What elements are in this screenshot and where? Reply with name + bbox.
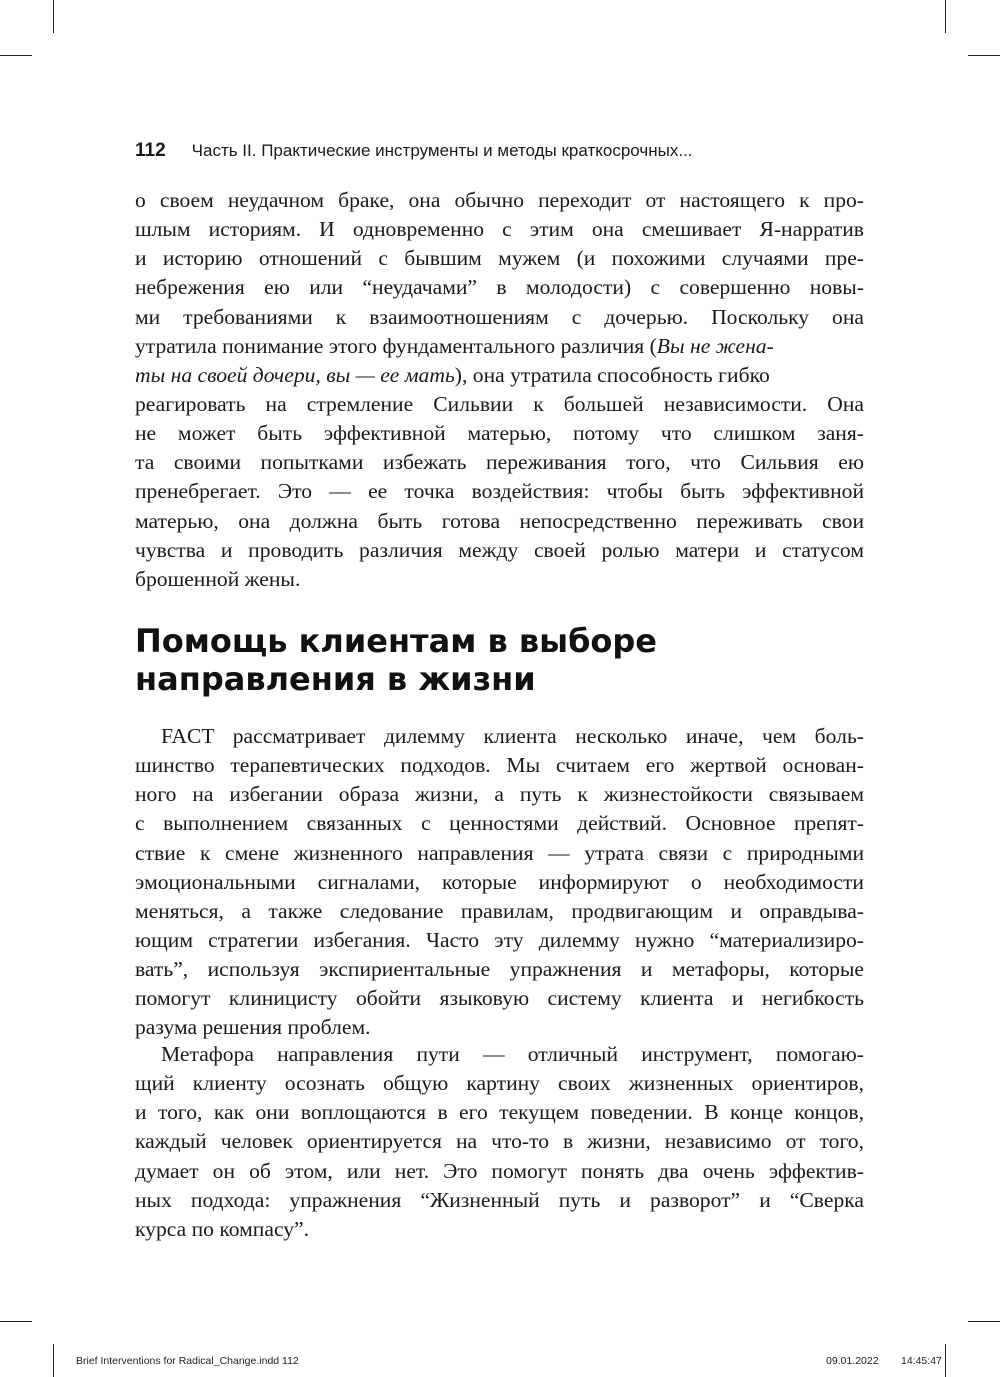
text-line: о своем неудачном браке, она обычно переходит от настоящего к про- [135, 188, 864, 212]
text-line: думает он об этом, или нет. Это помогут понять два очень эффектив- [135, 1158, 864, 1183]
text-line: та своими попытками избежать переживания того, что Сильвия ею [135, 450, 864, 475]
text-line: ствие к смене жизненного направления — утрата связи с природными [135, 840, 864, 865]
text-line: и историю отношений с бывшим мужем (и похожими случаями пре- [135, 246, 864, 271]
page-number: 112 [135, 140, 166, 161]
crop-mark-bottom-left [53, 1344, 54, 1377]
text-line: матерью, она должна быть готова непосредственно переживать свои [135, 508, 864, 533]
text-line: с выполнением связанных с ценностями действий. Основное препят- [135, 811, 864, 836]
text-line: каждый человек ориентируется на что-то в жизни, независимо от того, [135, 1129, 864, 1154]
text-line: курса по компасу”. [135, 1216, 310, 1241]
crop-mark-right-bottom [968, 1321, 1000, 1322]
text-line: шинство терапевтических подходов. Мы считаем его жертвой основан- [135, 753, 864, 778]
footer-filename: Brief Interventions for Radical_Change.indd 112 [76, 1355, 299, 1367]
text-line: ных подхода: упражнения “Жизненный путь и разворот” и “Сверка [135, 1187, 864, 1212]
text-line: меняться, а также следование правилам, продвигающим и оправдыва- [135, 898, 864, 923]
section-heading [135, 622, 864, 698]
crop-mark-bottom-right [945, 1344, 946, 1377]
text-line: ми требованиями к взаимоотношениям с дочерью. Поскольку она [135, 304, 864, 329]
text-line: пренебрегает. Это — ее точка воздействия: чтобы быть эффективной [135, 479, 864, 504]
text-line: Метафора направления пути — отличный инструмент, помогаю- [161, 1042, 864, 1066]
text-line: FACT рассматривает дилемму клиента несколько иначе, чем боль- [161, 724, 864, 748]
crop-mark-left-bottom [0, 1321, 32, 1322]
italic-run: ты на своей дочери, вы — ее мать [135, 362, 455, 387]
text-line: брошенной жены. [135, 566, 301, 591]
text-line: эмоциональными сигналами, которые информируют о необходимости [135, 869, 864, 894]
text-line: помогут клиницисту обойти языковую систему клиента и негибкость [135, 986, 864, 1011]
footer-date: 09.01.2022 [826, 1355, 879, 1367]
text-run: утратила понимание этого фундаментального различия ( [135, 333, 657, 358]
section-heading-line: Помощь клиентам в выборе [135, 622, 657, 660]
text-line [135, 332, 864, 361]
running-head [135, 140, 865, 162]
text-run: ), она утратила способность гибко [454, 362, 770, 387]
text-line: чувства и проводить различия между своей ролью матери и статусом [135, 537, 864, 562]
crop-mark-right-top [968, 55, 1000, 56]
text-line: разума решения проблем. [135, 1015, 371, 1040]
paragraph-1 [135, 186, 864, 594]
text-line: реагировать на стремление Сильвии к большей независимости. Она [135, 391, 864, 416]
text-line [135, 361, 864, 390]
text-line: не может быть эффективной матерью, потому что слишком заня- [135, 421, 864, 446]
paragraph-2 [135, 722, 864, 1043]
text-line: шлым историям. И одновременно с этим она смешивает Я-нарратив [135, 217, 864, 242]
text-line: вать”, используя экспириентальные упражнения и метафоры, которые [135, 957, 864, 982]
text-line: щий клиенту осознать общую картину своих жизненных ориентиров, [135, 1071, 864, 1096]
text-line: и того, как они воплощаются в его текущем поведении. В конце концов, [135, 1100, 864, 1125]
crop-mark-top-right [945, 0, 946, 33]
text-line: ного на избегании образа жизни, а путь к жизнестойкости связываем [135, 782, 864, 807]
text-line: небрежения ею или “неудачами” в молодости) с совершенно новы- [135, 275, 864, 300]
text-line: ющим стратегии избегания. Часто эту дилемму нужно “материализиро- [135, 927, 864, 952]
section-heading-line: направления в жизни [135, 660, 536, 698]
crop-mark-left-top [0, 55, 32, 56]
footer-time: 14:45:47 [901, 1355, 942, 1367]
paragraph-3 [135, 1040, 864, 1244]
running-title: Часть II. Практические инструменты и методы краткосрочных... [191, 141, 693, 160]
italic-run: Вы не жена- [656, 333, 774, 358]
crop-mark-top-left [53, 0, 54, 33]
